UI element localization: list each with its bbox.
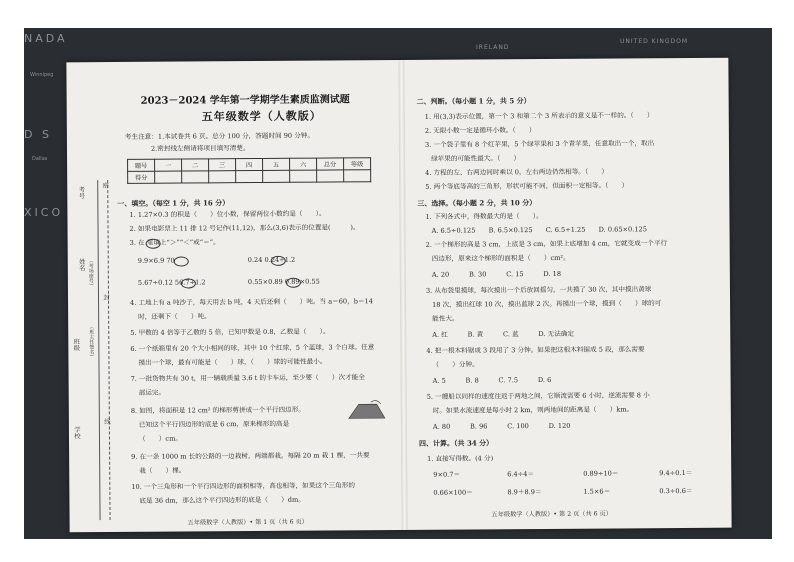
compare-item: 9.9×6.9 70 (137, 256, 175, 265)
calc-item: 6.4÷4＝ (507, 470, 535, 479)
notice-line: 2.密封线左侧请将项目填写清楚。 (150, 144, 250, 153)
compare-item: 0.24 0.24÷1.2 (247, 255, 296, 265)
calc-item: 9×0.7＝ (433, 470, 461, 479)
side-label-kaohao: 考号 (77, 186, 86, 200)
question-line: 6. 一个纸箱里有 20 个大小相同的球，其中 10 个红球，5 个蓝球，3 个白球。任意 (130, 343, 375, 353)
choice-line: 3. 从布袋里摸球，每次摸出一个后放回摇匀，一共摸了 30 次，其中摸出黄球 (425, 285, 652, 295)
question-line: 8. 如图，将面积是 12 cm² 的梯形剪拼成一个平行四边形。 (130, 405, 305, 415)
exam-subtitle: 五年级数学（人教版） (201, 109, 322, 124)
calc-item: 0.89÷10＝ (583, 469, 619, 478)
choice-line: （ ）分钟。 (432, 360, 479, 369)
map-label: Winnipeg (30, 72, 54, 78)
choice-options: A. 6.5÷0.125 B. 6.5×0.125 C. 6.5÷1.25 D. 0.65×0.125 (431, 225, 647, 235)
question-line (130, 239, 220, 246)
calc-item: 1.5×6＝ (583, 487, 611, 496)
question-line: 7. 一批货物共有 30 t，用一辆载质量 3.6 t 的卡车运，至少要（ ）次才能全 (130, 373, 365, 383)
judge-line: 1. 用(3,3)表示位置，第一个 3 和第二个 3 所表示的意义是不一样的。（ ） (424, 111, 654, 121)
side-label-name: 姓名 (77, 258, 86, 272)
compare-oval (146, 239, 161, 249)
map-label: UNITED KINGDOM (620, 38, 688, 45)
calc-item: 0.66×100＝ (433, 488, 473, 497)
side-label-teacher: （班主任签名） (88, 324, 95, 360)
choice-line: 4. 把一根木料锯成 3 段用了 3 分钟。如果把这根木料锯成 5 段，那么需要 (426, 345, 645, 355)
calc-title: 1. 直接写得数。(4 分) (427, 454, 494, 463)
question-line: 部运完。 (138, 388, 166, 397)
page-2 (404, 58, 731, 530)
question-line: 栽（ ）棵。 (139, 466, 186, 475)
map-label: NADA (24, 32, 68, 45)
trapezoid-figure (345, 398, 389, 420)
compare-oval (181, 278, 196, 288)
side-label-class: 班级 (72, 338, 81, 352)
notice-line: 考生注意：1.本试卷共 6 页。总分 100 分，答题时间 90 分钟。 (124, 131, 315, 141)
question-line: 2. 如果电影票上 11 排 12 号记作(11,12)，那么(3,6)表示的位置是( )。 (129, 223, 360, 233)
score-table (127, 157, 371, 184)
side-label-mi: 密 (101, 182, 110, 189)
compare-oval (271, 256, 286, 266)
choice-line: 2. 一个梯形的高是 3 cm，上底是 3 cm，如果上底增加 4 cm，它就变成一个平行 (425, 239, 668, 249)
compare-oval (286, 278, 301, 288)
judge-line: 2. 无限小数一定是循环小数。（ ） (424, 126, 536, 135)
page-footer: 五年级数学（人教版）• 第 2 页（共 6 页） (491, 510, 612, 519)
choice-line: 能性大。 (432, 314, 459, 323)
judge-line: 3. 一个袋子里有 8 个红苹果，5 个绿苹果和 3 个青苹果，任意取出一个，取出 (424, 139, 655, 149)
question-line: 底是 36 dm，那么这个平行四边形的底是（ ）dm。 (139, 495, 305, 505)
map-label: XICO (24, 206, 64, 219)
page-footer: 五年级数学（人教版）• 第 1 页（共 6 页） (187, 518, 308, 527)
compare-item: 0.55×0.89 0.89×0.55 (247, 277, 320, 287)
question-line: 10. 一个三角形和一个平行四边形的面积相等，高也相等，如果这个三角形的 (131, 481, 355, 491)
choice-line: 四边形，原来这个梯形的面积是（ ）cm²。 (431, 253, 570, 263)
calc-item: 9.4÷0.1＝ (659, 468, 693, 478)
calc-item: 8.9＋8.9＝ (507, 488, 542, 497)
score-table-header: 题号 一 二 三 四 五 六 总分 等级 (128, 158, 371, 172)
choice-line: 5. 一艘船以同样的速度往返于两地之间，它顺流需要 6 小时，逆流需要 8 小 (426, 391, 650, 401)
calc-item: 0.3÷0.6＝ (659, 486, 693, 496)
page-1 (66, 60, 401, 532)
question-line: 摸出一个球，最有可能是（ ）球，（ ）球的可能性最小。 (138, 357, 327, 367)
question-line: 时，还剩下（ ）吨。 (138, 312, 211, 321)
choice-options: A. 80 B. 96 C. 100 D. 120 (432, 421, 571, 431)
binding-line (97, 180, 100, 520)
question-line: 9. 在一条 1000 m 长的公路的一边栽树，两端都栽。每隔 20 m 栽 1 棵，一共要 (131, 451, 370, 461)
compare-oval (174, 256, 189, 266)
choice-options: A. 5 B. 8 C. 7.5 D. 6 (432, 375, 552, 385)
question-line: 1. 1.27×0.3 的积是（ ）位小数，保留两位小数约是（ ）。 (129, 209, 326, 219)
side-label-seat: （考场座号） (87, 258, 94, 289)
judge-line: 5. 两个等底等高的三角形，形状可能不同，但面积一定相等。（ ） (425, 181, 629, 191)
question-line: 4. 工地上有 a 吨沙子，每天用去 b 吨，4 天后还剩（ ）吨。当 a＝60，b＝14 (130, 297, 373, 307)
question-line: 已知这个平行四边形的底是 6 cm，原来梯形的高是 (138, 419, 290, 429)
question-text: 3. 在 里填上“＞”“＜”或“＝”。 (129, 238, 220, 247)
choice-line: 1. 下列各式中，得数最大的是（ ）。 (425, 211, 543, 221)
side-label-feng: 封 (101, 294, 111, 301)
side-label-school: 学校 (72, 426, 81, 440)
section-judge: 二、判断。（每小题 1 分，共 5 分） (416, 96, 531, 106)
section-calc: 四、计算。（共 34 分） (419, 438, 494, 448)
choice-line: 18 次，摸出红球 10 次，摸出蓝球 2 次。再摸出一个球，摸到（ ）球的可 (432, 299, 662, 309)
exam-paper (66, 58, 731, 533)
judge-line: 绿苹果的可能性最大。（ ） (431, 154, 521, 163)
section-fill-blank: 一、填空。（每空 1 分，共 16 分） (117, 198, 230, 208)
map-label: Dallas (32, 156, 48, 162)
question-line: （ ）cm。 (138, 434, 182, 443)
choice-options: A. 红 B. 黄 C. 蓝 D. 无法确定 (432, 329, 575, 339)
choice-line: 时。如果水流速度是每小时 2 km，则两地间的距离是（ ）km。 (432, 405, 634, 415)
choice-options: A. 20 B. 30 C. 15 D. 18 (431, 269, 562, 279)
section-choice: 三、选择。（每小题 2 分，共 10 分） (417, 198, 537, 208)
exam-title: 2023－2024 学年第一学期学生素质监测试题 (140, 94, 350, 107)
compare-item: 5.67÷0.12 56.7÷1.2 (137, 278, 206, 287)
judge-line: 4. 方程的左、右两边同时乘以 0，左右两边仍然相等。（ ） (425, 167, 608, 177)
map-label: IRELAND (476, 44, 510, 51)
question-line: 5. 甲数的 4 倍等于乙数的 5 倍，已知甲数是 0.8，乙数是（ ）。 (130, 327, 330, 337)
binding-line (107, 180, 110, 520)
side-label-xian: 线 (102, 418, 111, 425)
score-table-row: 得分 (128, 170, 371, 184)
map-label: D S (24, 128, 52, 141)
